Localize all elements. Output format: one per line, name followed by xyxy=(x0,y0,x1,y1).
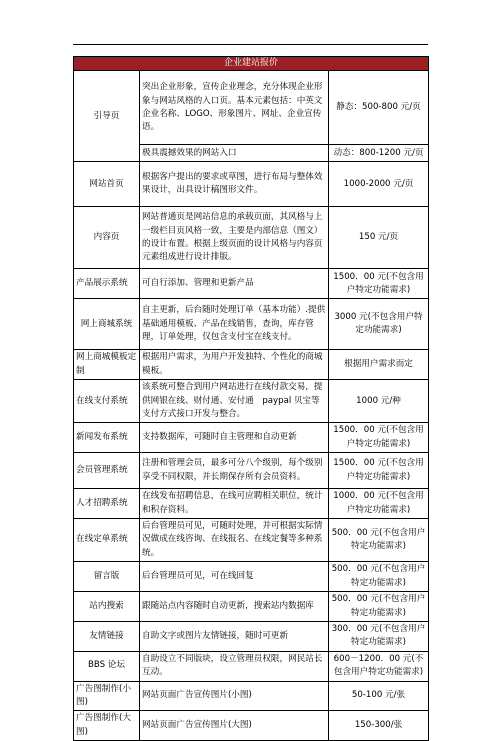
table-row xyxy=(74,299,429,350)
row-name: 网站首页 xyxy=(74,162,140,207)
row-name: 在线定单系统 xyxy=(74,519,140,562)
table-row xyxy=(74,162,429,207)
row-price: 50-100 元/张 xyxy=(329,681,429,711)
row-desc: 根据用户需求，为用户开发独特、个性化的商城模板。 xyxy=(140,350,329,380)
row-name: 内容页 xyxy=(74,207,140,269)
row-desc: 注册和管理会员，最多可分八个级别，每个级别享受不同权限，并长期保存所有会员资料。 xyxy=(140,453,329,489)
row-name: 站内搜索 xyxy=(74,592,140,622)
row-desc: 网站页面广告宣传图片(小图) xyxy=(140,681,329,711)
row-desc: 在线发布招聘信息，在线可应聘相关职位，统计和积存资料。 xyxy=(140,489,329,519)
table-row xyxy=(74,519,429,562)
row-desc: 跟随站点内容随时自动更新，搜索站内数据库 xyxy=(140,592,329,622)
row-name: 网上商城系统 xyxy=(74,299,140,350)
row-name: 产品展示系统 xyxy=(74,269,140,299)
table-row xyxy=(74,681,429,711)
row-desc: 极具震撼效果的网站入口 xyxy=(140,145,329,162)
row-desc: 支持数据库，可随时自主管理和自动更新 xyxy=(140,423,329,453)
table-row xyxy=(74,711,429,741)
row-name: 广告图制作(大图) xyxy=(74,711,140,741)
row-name: 在线支付系统 xyxy=(74,380,140,423)
row-price: 500．00 元(不包含用户特定功能需求) xyxy=(329,592,429,622)
row-price: 300．00 元(不包含用户特定功能需求) xyxy=(329,621,429,651)
row-price: 150-300/张 xyxy=(329,711,429,741)
row-price: 500．00 元(不包含用户特定功能需求) xyxy=(329,562,429,592)
row-name: BBS 论坛 xyxy=(74,651,140,681)
row-name: 广告图制作(小图) xyxy=(74,681,140,711)
table-row xyxy=(74,592,429,622)
top-rule xyxy=(73,44,428,45)
table-row xyxy=(74,562,429,592)
table-row xyxy=(74,207,429,269)
row-price: 1000-2000 元/页 xyxy=(329,162,429,207)
row-desc: 可自行添加、管理和更新产品 xyxy=(140,269,329,299)
row-desc: 根据客户提出的要求或草图，进行布局与整体效果设计，出具设计稿图形文件。 xyxy=(140,162,329,207)
row-desc: 网站页面广告宣传图片(大图) xyxy=(140,711,329,741)
row-desc: 自助文字或图片友情链接，随时可更新 xyxy=(140,621,329,651)
row-price: 静态：500-800 元/页 xyxy=(329,71,429,145)
row-name: 会员管理系统 xyxy=(74,453,140,489)
row-price: 1500．00 元(不包含用户特定功能需求) xyxy=(329,453,429,489)
row-price: 150 元/页 xyxy=(329,207,429,269)
row-price: 根据用户需求而定 xyxy=(329,350,429,380)
table-row xyxy=(74,651,429,681)
row-desc: 该系统可整合到用户网站进行在线付款交易，提供网银在线、财付通、安付通 paypal 贝宝等支付方式接口开发与整合。 xyxy=(140,380,329,423)
row-price: 1500．00 元(不包含用户特定功能需求) xyxy=(329,269,429,299)
row-price: 600－1200．00 元(不包含用户特定功能需求) xyxy=(329,651,429,681)
row-price: 动态：800-1200 元/页 xyxy=(329,145,429,162)
table-row xyxy=(74,350,429,380)
row-desc: 突出企业形象，宣传企业理念，充分体现企业形象与网站风格的入口页。基本元素包括：中英文企业名称、LOGO、形象图片、网址、企业宣传语。 xyxy=(140,71,329,145)
row-desc: 网站普通页是网站信息的承载页面，其风格与上一级栏目页风格一致，主要是内部信息（图文）的设计布置。根据上级页面的设计风格与内容页元素组成进行设计排版。 xyxy=(140,207,329,269)
row-price: 1000．00 元(不包含用户特定功能需求) xyxy=(329,489,429,519)
row-name: 引导页 xyxy=(74,71,140,162)
row-desc: 后台管理员可见，可在线回复 xyxy=(140,562,329,592)
table-row xyxy=(74,621,429,651)
row-price: 1500．00 元(不包含用户特定功能需求) xyxy=(329,423,429,453)
price-table xyxy=(73,56,429,741)
table-row xyxy=(74,489,429,519)
table-row xyxy=(74,269,429,299)
table-row xyxy=(74,380,429,423)
row-name: 留言版 xyxy=(74,562,140,592)
row-desc: 自助设立不同版块，设立管理员权限，网民站长互动。 xyxy=(140,651,329,681)
table-row xyxy=(74,423,429,453)
row-price: 3000 元(不包含用户特定功能需求) xyxy=(329,299,429,350)
row-name: 网上商城模板定制 xyxy=(74,350,140,380)
row-desc: 后台管理员可见，可随时处理，并可根据实际情况做成在线咨询、在线报名、在线定餐等多种系统。 xyxy=(140,519,329,562)
row-name: 友情链接 xyxy=(74,621,140,651)
table-title: 企业建站报价 xyxy=(74,57,429,71)
row-name: 新闻发布系统 xyxy=(74,423,140,453)
row-desc: 自主更新，后台随时处理订单（基本功能）.提供基础通用模板、产品在线销售，查询，库存管理，订单处理，仅包含支付宝在线支付。 xyxy=(140,299,329,350)
row-price: 500．00 元(不包含用户特定功能需求) xyxy=(329,519,429,562)
table-row xyxy=(74,71,429,145)
row-price: 1000 元/种 xyxy=(329,380,429,423)
row-name: 人才招聘系统 xyxy=(74,489,140,519)
table-row xyxy=(74,453,429,489)
